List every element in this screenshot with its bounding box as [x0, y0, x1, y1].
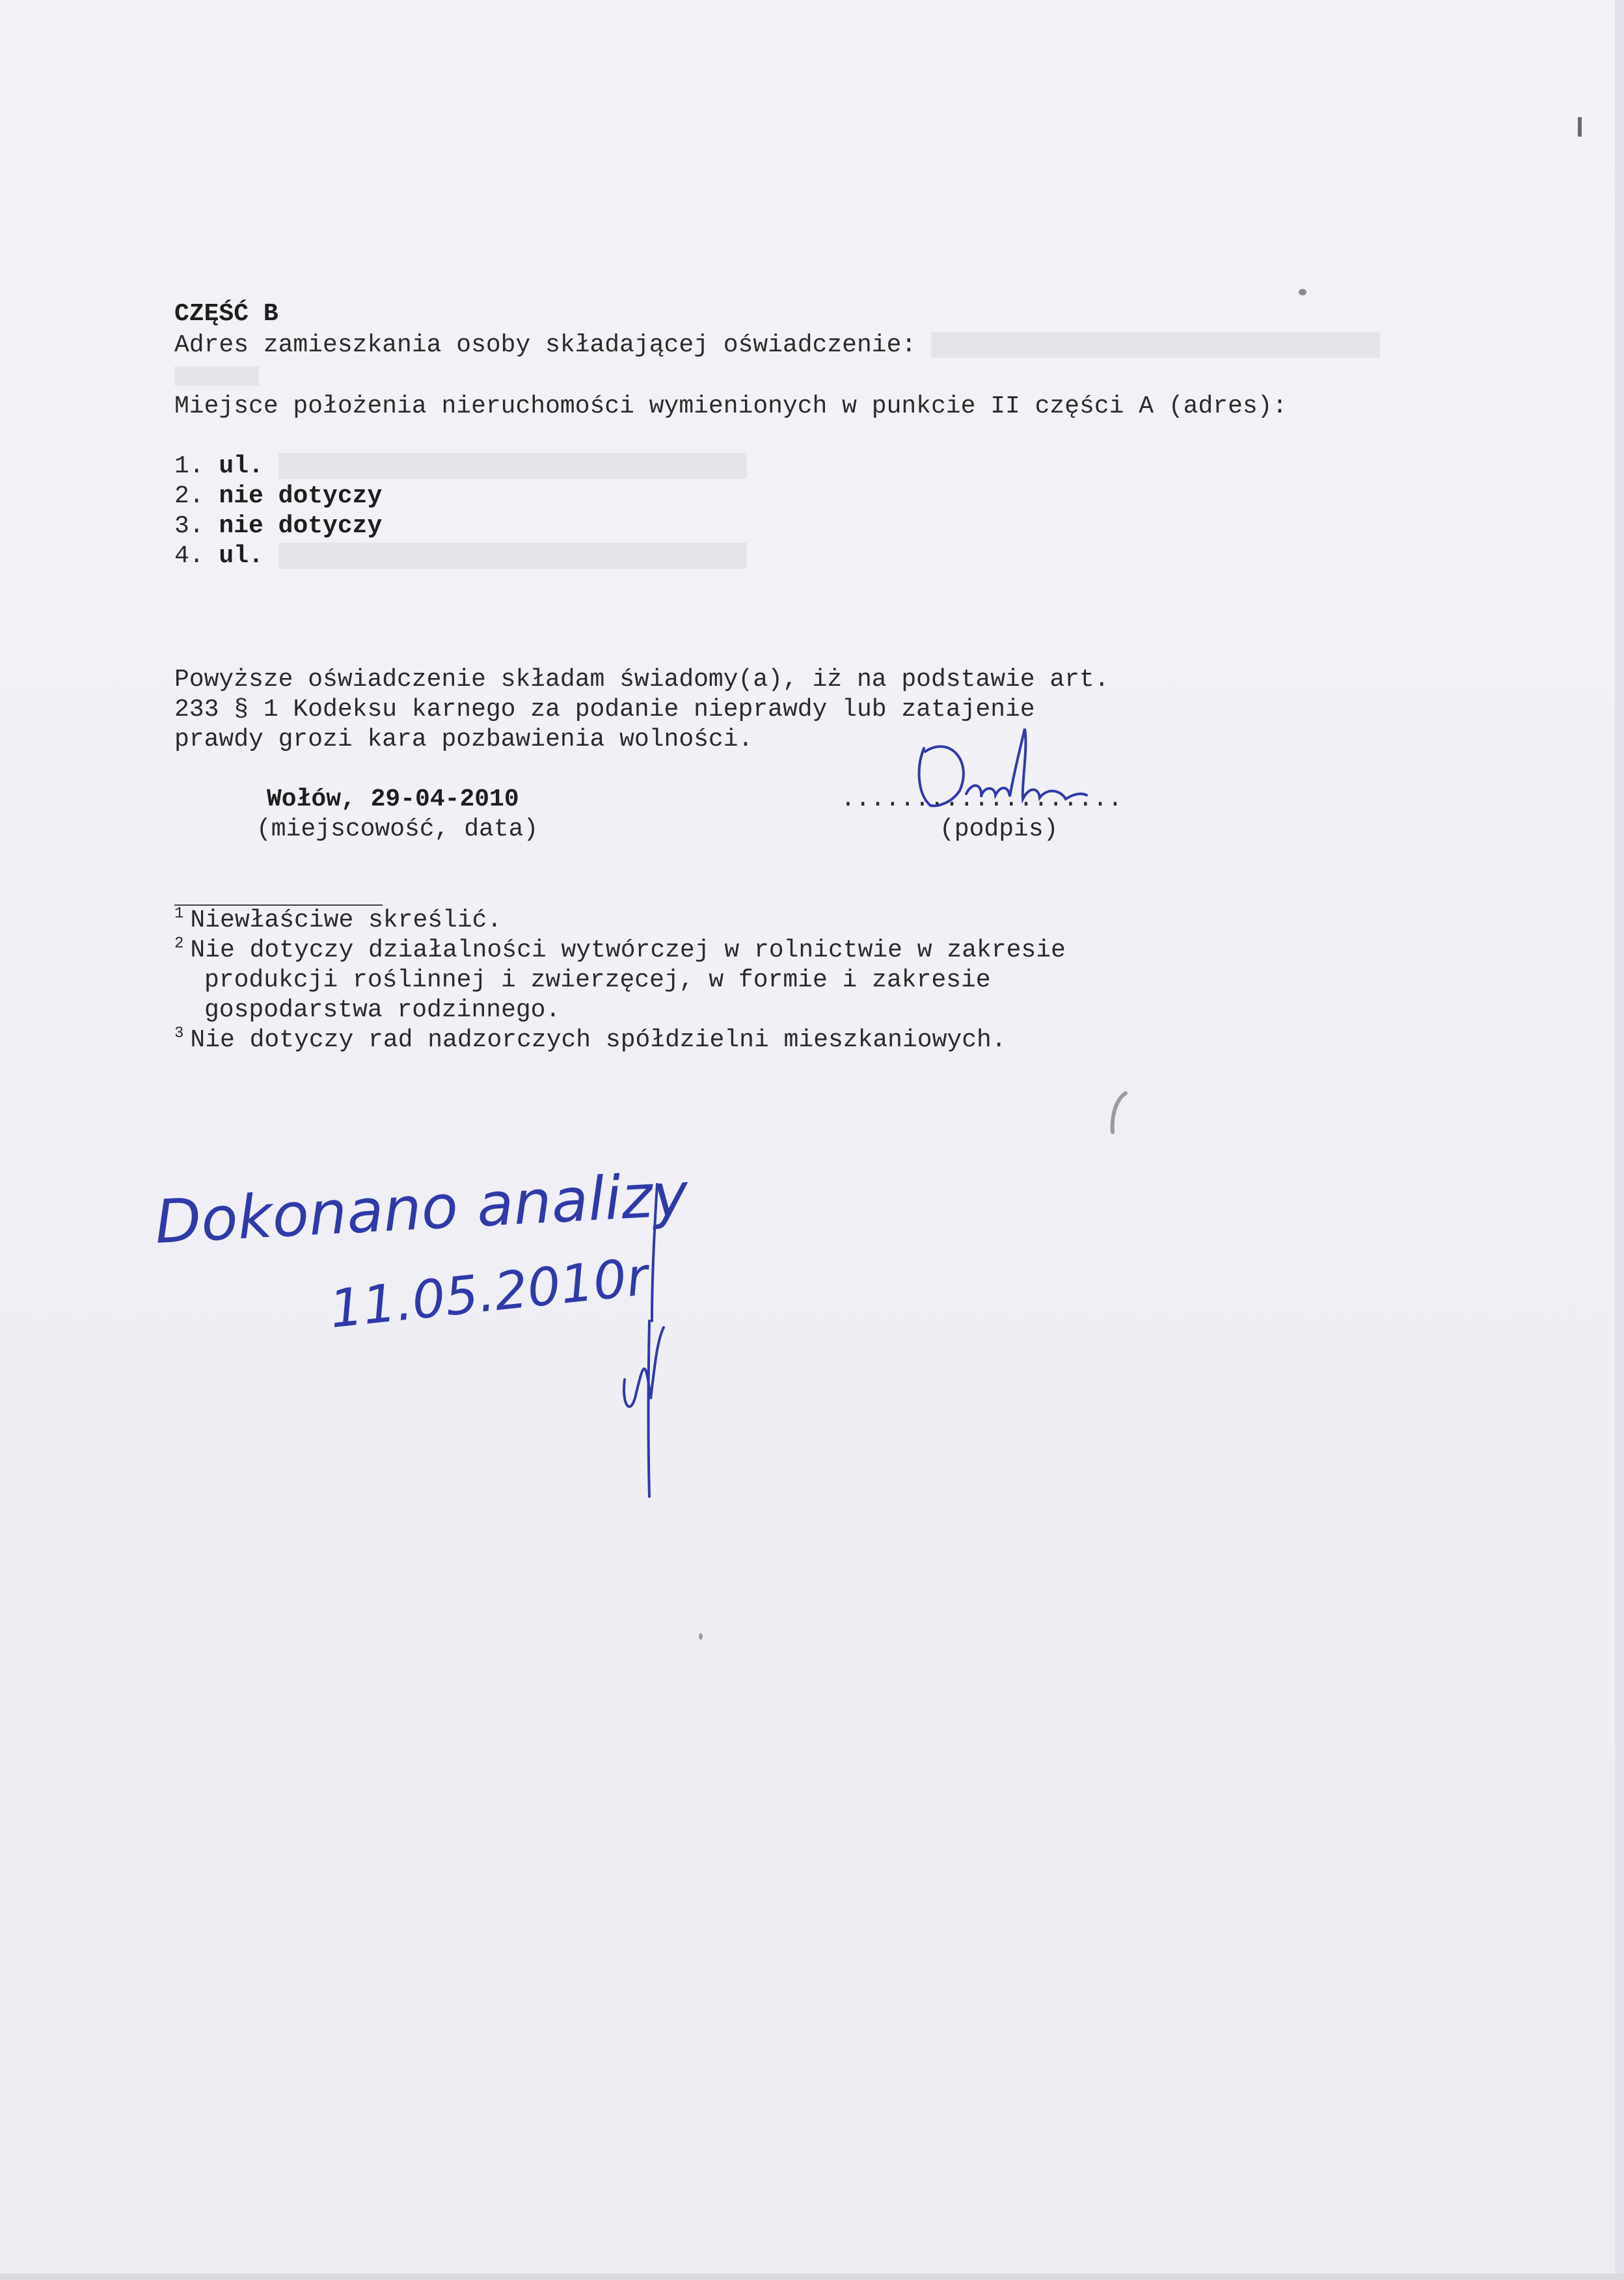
- property-label: Miejsce położenia nieruchomości wymienionych w punkcie II części A (adres):: [174, 392, 1288, 420]
- stray-mark: [1100, 1080, 1139, 1139]
- signature-image: [911, 722, 1093, 820]
- scan-bottom-edge: [0, 2273, 1624, 2280]
- property-item-2: [174, 482, 382, 511]
- footnote-text: Niewłaściwe skreślić.: [190, 906, 502, 934]
- section-heading: CZĘŚĆ B: [174, 300, 278, 328]
- property-number: 3.: [174, 512, 204, 540]
- redacted-address: [931, 332, 1380, 358]
- property-item-3: [174, 511, 382, 541]
- dust-speck: [1299, 289, 1306, 295]
- property-text: nie dotyczy: [219, 512, 383, 540]
- declaration-line-3: prawdy grozi kara pozbawienia wolności.: [174, 726, 753, 753]
- address-continuation: [174, 362, 259, 392]
- place-date: Wołów, 29-04-2010: [267, 785, 519, 813]
- declaration-line-2: 233 § 1 Kodeksu karnego za podanie nieprawdy lub zatajenie: [174, 696, 1035, 724]
- property-number: 4.: [174, 542, 204, 570]
- handwritten-annotation: [143, 1158, 729, 1523]
- dust-speck: [699, 1633, 703, 1640]
- property-text: ul.: [219, 452, 264, 480]
- redacted-street: [278, 543, 747, 569]
- redacted-address-cont: [174, 366, 259, 386]
- scan-edge: [1615, 0, 1624, 2280]
- footnote-2-line-3: gospodarstwa rodzinnego.: [204, 996, 561, 1024]
- footnote-mark: 1: [174, 905, 184, 923]
- footnote-mark: 3: [174, 1025, 184, 1042]
- redacted-street: [278, 453, 747, 479]
- place-date-caption: (miejscowość, data): [256, 815, 539, 843]
- handwritten-line-2: 11.05.2010r: [327, 1246, 651, 1340]
- property-number: 1.: [174, 452, 204, 480]
- initials-paraph: [624, 1321, 664, 1497]
- footnote-mark: 2: [174, 935, 184, 953]
- property-number: 2.: [174, 482, 204, 510]
- footnote-text: Nie dotyczy działalności wytwórczej w rolnictwie w zakresie: [190, 936, 1066, 964]
- property-item-4: [174, 541, 747, 571]
- address-line: [174, 331, 1380, 360]
- property-text: nie dotyczy: [219, 482, 383, 510]
- footnote-2: [174, 936, 1066, 968]
- footnote-2-line-2: produkcji roślinnej i zwierzęcej, w formie i zakresie: [204, 966, 991, 994]
- property-text: ul.: [219, 542, 264, 570]
- footnote-3: [174, 1025, 1007, 1058]
- edge-mark: [1578, 117, 1582, 137]
- signature-caption: (podpis): [940, 815, 1059, 843]
- handwritten-line-1: Dokonano analizy: [153, 1160, 690, 1257]
- declaration-line-1: Powyższe oświadczenie składam świadomy(a), iż na podstawie art.: [174, 666, 1109, 694]
- property-item-1: [174, 452, 747, 482]
- signature-dots: ...................: [841, 785, 1123, 813]
- address-label: Adres zamieszkania osoby składającej oświadczenie:: [174, 331, 917, 359]
- footnote-text: Nie dotyczy rad nadzorczych spółdzielni mieszkaniowych.: [190, 1026, 1007, 1054]
- footnote-1: [174, 906, 502, 938]
